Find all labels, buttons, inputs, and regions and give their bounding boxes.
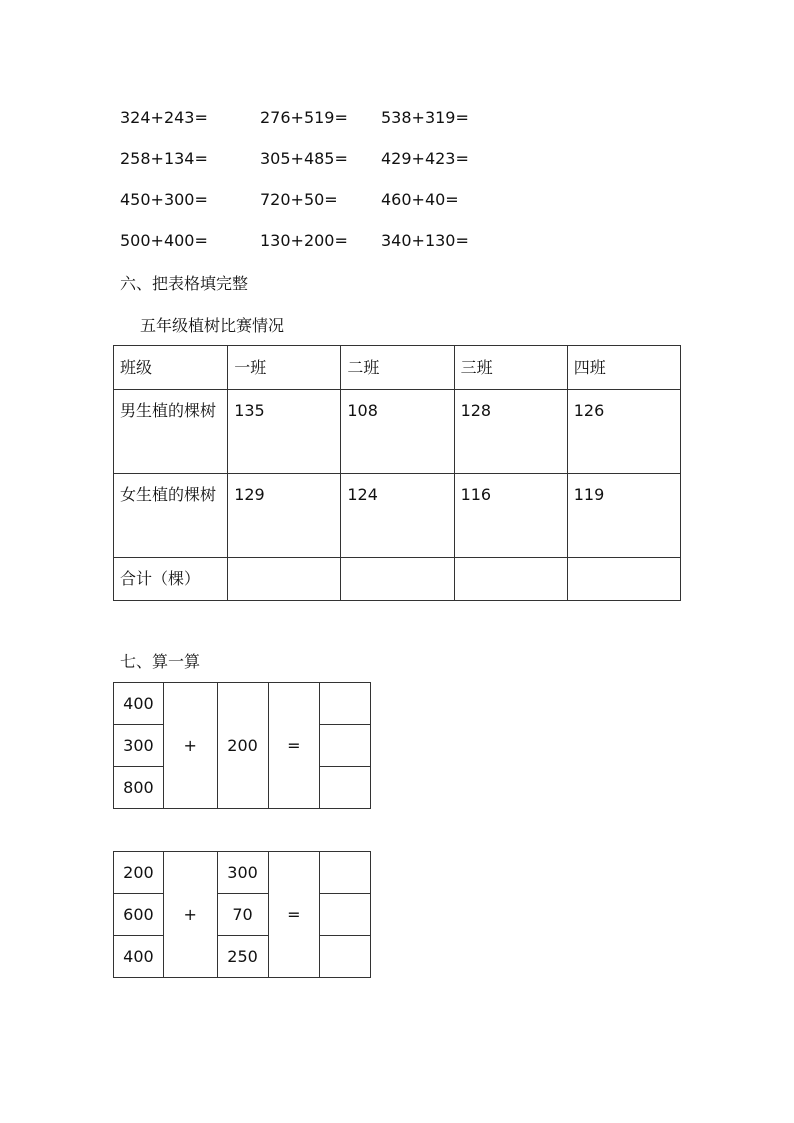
answer-cell[interactable]	[341, 558, 454, 601]
table-header-row	[114, 346, 681, 390]
table-cell: 126	[567, 390, 680, 474]
problem: 500+400=	[120, 231, 208, 250]
addend-cell: 800	[114, 767, 164, 809]
equals-sign: =	[268, 852, 320, 978]
problem: 324+243=	[120, 108, 208, 127]
answer-cell[interactable]	[320, 852, 371, 894]
answer-cell[interactable]	[320, 683, 371, 725]
table-row	[114, 558, 681, 601]
answer-cell[interactable]	[567, 558, 680, 601]
table-row	[114, 390, 681, 474]
addend-cell: 600	[114, 894, 164, 936]
problem: 340+130=	[381, 231, 469, 250]
answer-cell[interactable]	[320, 894, 371, 936]
row-label: 男生植的棵树	[114, 390, 228, 474]
addend-cell: 200	[217, 683, 268, 809]
table-title: 五年级植树比赛情况	[140, 316, 285, 335]
section7-heading: 七、算一算	[120, 652, 201, 671]
header-cell: 一班	[228, 346, 341, 390]
answer-cell[interactable]	[454, 558, 567, 601]
calc-row	[114, 936, 371, 978]
calc-row	[114, 894, 371, 936]
table-cell: 128	[454, 390, 567, 474]
problem: 130+200=	[260, 231, 348, 250]
calc-grid-1	[113, 682, 371, 809]
problem: 305+485=	[260, 149, 348, 168]
problem: 720+50=	[260, 190, 338, 209]
addend-cell: 70	[217, 894, 268, 936]
calc-grid-2	[113, 851, 371, 978]
table-row	[114, 474, 681, 558]
table-cell: 135	[228, 390, 341, 474]
table-cell: 129	[228, 474, 341, 558]
problem: 538+319=	[381, 108, 469, 127]
problem: 276+519=	[260, 108, 348, 127]
answer-cell[interactable]	[228, 558, 341, 601]
addend-cell: 400	[114, 936, 164, 978]
answer-cell[interactable]	[320, 725, 371, 767]
header-cell: 三班	[454, 346, 567, 390]
addend-cell: 300	[114, 725, 164, 767]
table-cell: 108	[341, 390, 454, 474]
problem: 450+300=	[120, 190, 208, 209]
header-cell: 四班	[567, 346, 680, 390]
table-cell: 124	[341, 474, 454, 558]
row-label: 女生植的棵树	[114, 474, 228, 558]
answer-cell[interactable]	[320, 936, 371, 978]
row-label: 合计（棵）	[114, 558, 228, 601]
calc-row	[114, 852, 371, 894]
header-cell: 班级	[114, 346, 228, 390]
calc-row	[114, 683, 371, 725]
problem: 460+40=	[381, 190, 459, 209]
plus-sign: +	[163, 852, 217, 978]
addend-cell: 400	[114, 683, 164, 725]
plus-sign: +	[163, 683, 217, 809]
header-cell: 二班	[341, 346, 454, 390]
table-cell: 116	[454, 474, 567, 558]
addend-cell: 250	[217, 936, 268, 978]
section6-heading: 六、把表格填完整	[120, 274, 249, 293]
addend-cell: 200	[114, 852, 164, 894]
tree-planting-table	[113, 345, 681, 601]
addend-cell: 300	[217, 852, 268, 894]
table-cell: 119	[567, 474, 680, 558]
problem: 258+134=	[120, 149, 208, 168]
answer-cell[interactable]	[320, 767, 371, 809]
equals-sign: =	[268, 683, 320, 809]
problem: 429+423=	[381, 149, 469, 168]
